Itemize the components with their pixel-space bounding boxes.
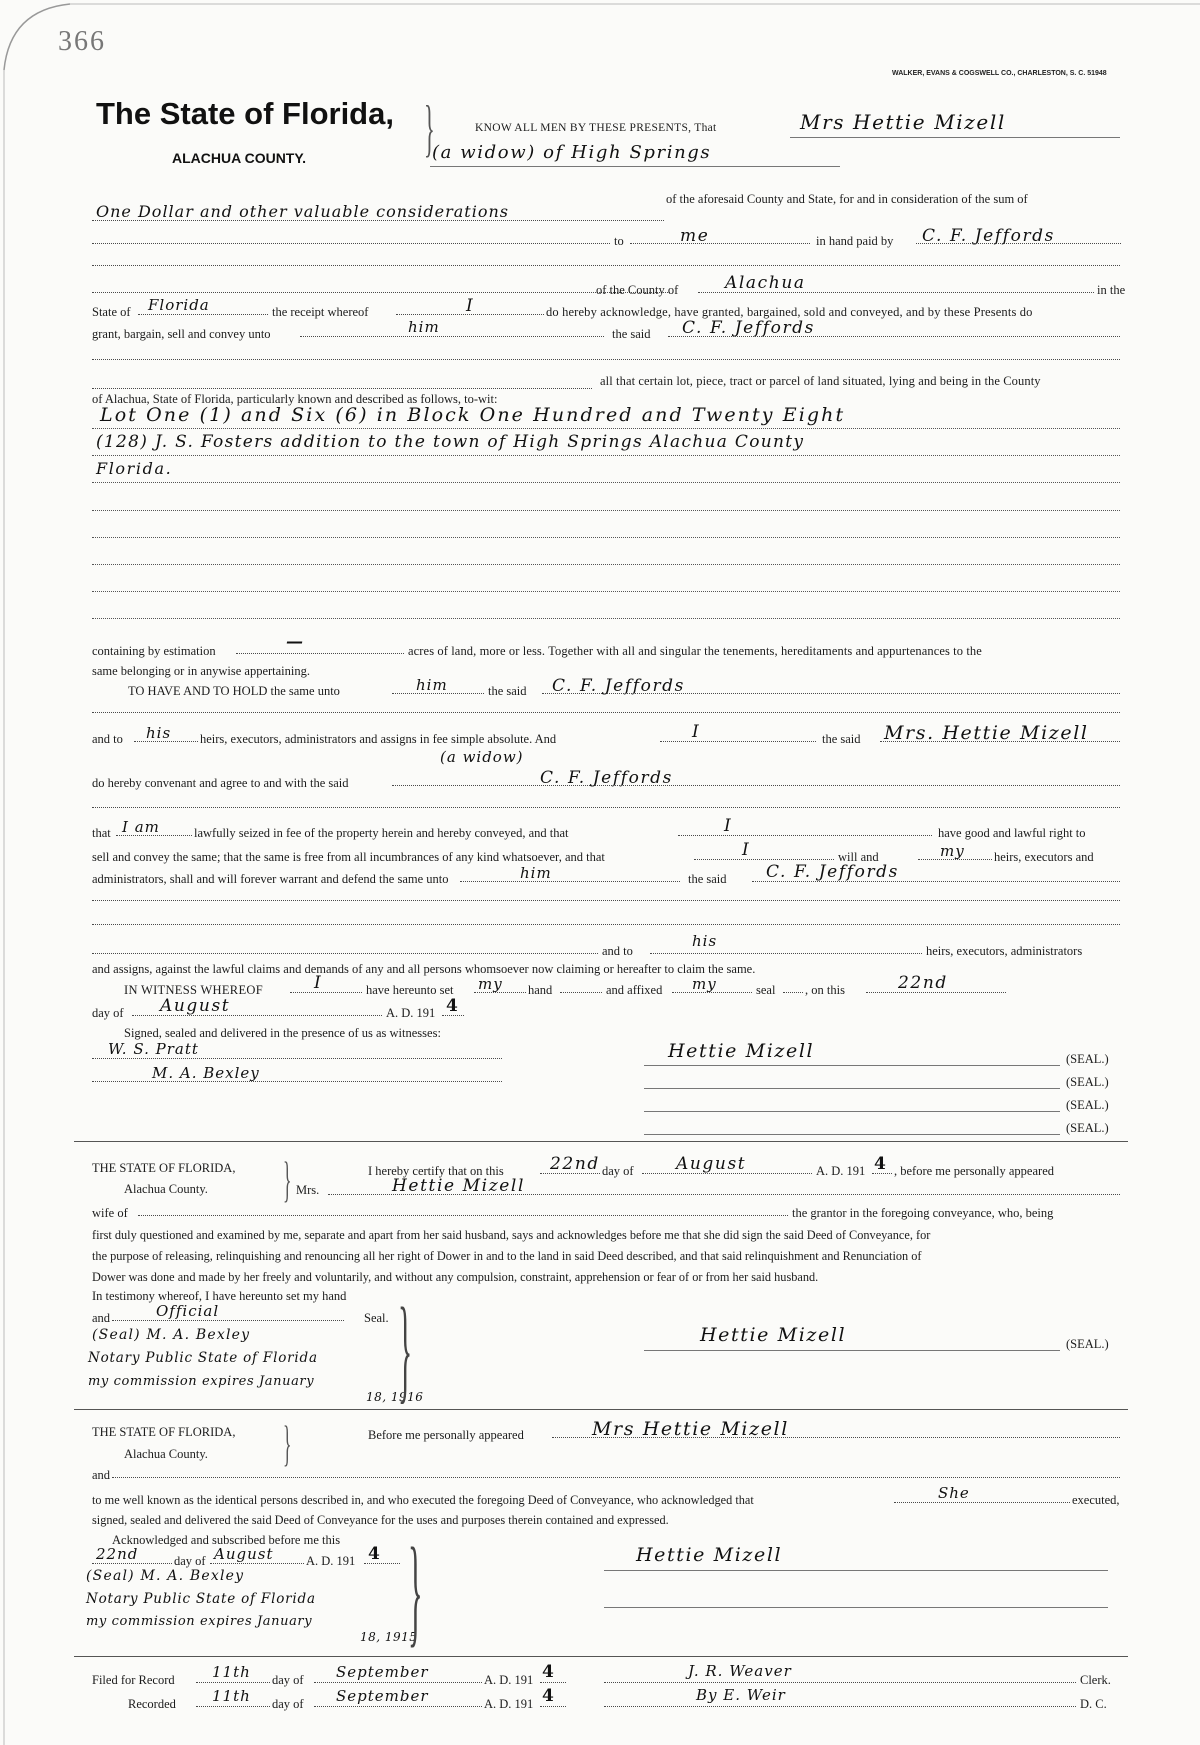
ack2-and: and [92, 1468, 111, 1482]
dotted-line [92, 924, 1120, 925]
dotted-line [474, 992, 526, 993]
sell-value: I [742, 840, 751, 860]
sell-text: sell and convey the same; that the same is free from all incumbrances of any kind whatsoever, and that [92, 850, 605, 864]
ack2-day: 22nd [96, 1545, 139, 1563]
dotted-line [880, 741, 1120, 742]
ack2-brace: } [283, 1415, 292, 1471]
ack1-ad: A. D. 191 [816, 1164, 866, 1178]
dotted-line [92, 359, 1120, 360]
admins-text: administrators, shall and will forever warrant and defend the same unto [92, 872, 449, 886]
recorded-month: September [336, 1687, 429, 1705]
ack1-month: August [676, 1154, 747, 1174]
seal-label: (SEAL.) [1066, 1075, 1109, 1089]
deputy-clerk-name: By E. Weir [696, 1686, 786, 1704]
ack1-mrs: Mrs. [296, 1183, 320, 1197]
dotted-line [210, 1563, 304, 1564]
in-the-text: in the [1097, 283, 1126, 297]
dotted-line [92, 292, 670, 293]
ack2-signature: Hettie Mizell [636, 1544, 783, 1566]
dotted-line [560, 992, 602, 993]
signature-line [644, 1088, 1060, 1089]
ack1-name: Hettie Mizell [392, 1176, 525, 1196]
section-divider [74, 1656, 1128, 1657]
receipt-value: I [466, 296, 475, 316]
page-number: 366 [58, 26, 106, 57]
ruled-line [92, 591, 1120, 592]
clerk-name: J. R. Weaver [688, 1662, 792, 1680]
signed-text: Signed, sealed and delivered in the presence of us as witnesses: [124, 1026, 441, 1040]
dotted-line [783, 992, 803, 993]
heirs3-text: heirs, executors, administrators [926, 944, 1083, 958]
filed-text: Filed for Record [92, 1673, 175, 1687]
dotted-line [752, 881, 1120, 882]
filed-year: 4 [542, 1662, 556, 1682]
dc-label: D. C. [1080, 1697, 1107, 1711]
seal-label: (SEAL.) [1066, 1121, 1109, 1135]
ruled-line [92, 510, 1120, 511]
containing-text: containing by estimation [92, 644, 216, 658]
signature-line [644, 1134, 1060, 1135]
ack1-notary-2: Notary Public State of Florida [88, 1350, 318, 1366]
paid-by-value: C. F. Jeffords [922, 226, 1055, 246]
ack1-seal-label: (SEAL.) [1066, 1337, 1109, 1351]
ack2-day-of: day of [174, 1554, 206, 1568]
heirs-text: heirs, executors, administrators and assigns in fee simple absolute. And [200, 732, 557, 746]
dotted-line [92, 953, 598, 954]
dotted-line [364, 1563, 400, 1564]
signature-line [644, 1065, 1060, 1066]
recorded-year: 4 [542, 1686, 556, 1706]
ack2-year: 4 [368, 1544, 382, 1564]
dotted-line [672, 992, 752, 993]
ack2-brace-right: } [408, 1523, 423, 1658]
dotted-line [92, 220, 664, 221]
dotted-line [392, 693, 484, 694]
witness-w1: I [314, 973, 323, 993]
dotted-line [92, 265, 1120, 266]
fill-line [790, 137, 1120, 138]
ack1-and: and [92, 1311, 111, 1325]
dotted-line [134, 741, 198, 742]
on-this-text: , on this [805, 983, 845, 997]
heirs2-text: heirs, executors and [994, 850, 1094, 864]
in-witness-text: IN WITNESS WHEREOF [124, 983, 263, 997]
dotted-line [694, 859, 834, 860]
dotted-line [92, 1563, 172, 1564]
seized-value: I [724, 816, 733, 836]
section-divider [74, 1409, 1128, 1410]
signature-line [644, 1111, 1060, 1112]
dotted-line [460, 881, 680, 882]
dotted-line [300, 336, 604, 337]
county-of-text: of the County of [596, 283, 679, 297]
dotted-line [918, 859, 992, 860]
grant-text: grant, bargain, sell and convey unto [92, 327, 271, 341]
the-said-text: the said [688, 872, 727, 886]
signature-line [604, 1607, 1108, 1608]
ack2-she: She [938, 1484, 970, 1502]
dotted-line [630, 243, 810, 244]
acres-value: — [286, 632, 305, 652]
ack1-day-of: day of [602, 1164, 634, 1178]
day-of-text: day of [92, 1006, 124, 1020]
header-brace: } [424, 92, 435, 163]
description-line-3: Florida. [96, 459, 173, 478]
and-to-text: and to [92, 732, 123, 746]
ack2-para-2: signed, sealed and delivered the said Deed of Conveyance for the uses and purposes therein contained and expressed. [92, 1513, 669, 1527]
witness-w3: my [692, 975, 717, 993]
signature-line [644, 1350, 1060, 1351]
dotted-line [552, 1437, 1120, 1438]
dotted-line [668, 336, 1120, 337]
dotted-line [236, 653, 404, 654]
description-line-2: (128) J. S. Fosters addition to the town of High Springs Alachua County [96, 432, 805, 452]
filed-day: 11th [212, 1663, 251, 1681]
ack2-state: THE STATE OF FLORIDA, [92, 1425, 236, 1439]
ack1-before: , before me personally appeared [894, 1164, 1054, 1178]
recorded-day: 11th [212, 1687, 251, 1705]
signature-line [604, 1570, 1108, 1571]
ack2-ad: A. D. 191 [306, 1554, 356, 1568]
fill-line [430, 166, 840, 167]
hand-text: hand [528, 983, 553, 997]
ack1-state: THE STATE OF FLORIDA, [92, 1161, 236, 1175]
witness-year: 4 [446, 996, 460, 1016]
witness-month: August [160, 996, 231, 1016]
ack2-month: August [214, 1545, 274, 1563]
dotted-line [92, 1081, 502, 1082]
dotted-line [116, 835, 192, 836]
ack2-before: Before me personally appeared [368, 1428, 524, 1442]
dotted-line [314, 1706, 482, 1707]
dotted-line [642, 1173, 812, 1174]
ack2-executed: executed, [1072, 1493, 1120, 1507]
his2-value: his [692, 932, 718, 950]
dotted-line [540, 1682, 566, 1683]
ack2-notary-1: (Seal) M. A. Bexley [86, 1568, 245, 1584]
dotted-line [392, 785, 1120, 786]
defend-value: C. F. Jeffords [766, 862, 899, 882]
dotted-line [650, 953, 922, 954]
filed-month: September [336, 1663, 429, 1681]
all-that-text: all that certain lot, piece, tract or parcel of land situated, lying and being in the County [600, 374, 1041, 388]
dotted-line [540, 1706, 566, 1707]
ack1-signature: Hettie Mizell [700, 1324, 847, 1346]
to-text: to [614, 234, 624, 248]
seized-text: lawfully seized in fee of the property herein and hereby conveyed, and that [194, 826, 569, 840]
ack1-day: 22nd [550, 1154, 600, 1174]
dotted-line [604, 1706, 1076, 1707]
ruled-line [92, 618, 1120, 619]
dotted-line [442, 1015, 464, 1016]
dotted-line [92, 243, 610, 244]
ack1-brace: } [283, 1151, 292, 1207]
my-value: my [940, 842, 965, 860]
and-value: I [692, 722, 701, 742]
state-value: Florida [148, 296, 210, 314]
ack1-official: Official [156, 1302, 220, 1320]
ack1-para-2: the purpose of releasing, relinquishing and renouncing all her right of Dower in and to the land in said Deed described, and that said relinquishment and Renunciation of [92, 1249, 922, 1263]
dotted-line [92, 712, 1120, 713]
grantor-residence: (a widow) of High Springs [432, 142, 712, 163]
ruled-line [92, 537, 1120, 538]
dotted-line [396, 314, 544, 315]
ack1-notary-4: 18, 1916 [366, 1390, 424, 1404]
to-have-text: TO HAVE AND TO HOLD the same unto [128, 684, 340, 698]
dotted-line [542, 693, 1120, 694]
ack1-wife-of: wife of [92, 1206, 128, 1220]
seal-on-text: seal [756, 983, 776, 997]
aforesaid-text: of the aforesaid County and State, for and in consideration of the sum of [666, 192, 1028, 206]
receipt-text: the receipt whereof [272, 305, 369, 319]
the-said-text: the said [822, 732, 861, 746]
his-value: his [146, 724, 172, 742]
ack1-testimony-brace: } [398, 1283, 413, 1414]
good-right-text: have good and lawful right to [938, 826, 1086, 840]
ack1-para-3: Dower was done and made by her freely and voluntarily, and without any compulsion, constraint, apprehension or fear of or from her said husband. [92, 1270, 819, 1284]
alachua-text: of Alachua, State of Florida, particularly known and described as follows, to-wit: [92, 392, 498, 406]
seal-label: (SEAL.) [1066, 1052, 1109, 1066]
ack2-name: Mrs Hettie Mizell [592, 1418, 789, 1440]
dotted-line [196, 1706, 270, 1707]
dotted-line [314, 1682, 482, 1683]
state-of-text: State of [92, 305, 131, 319]
grantee-value: C. F. Jeffords [552, 676, 685, 696]
witness-2: M. A. Bexley [152, 1064, 260, 1082]
grantee-value: C. F. Jeffords [682, 318, 815, 338]
section-divider [74, 1141, 1128, 1142]
that-value: I am [122, 818, 160, 836]
covenant-text: do hereby convenant and agree to and with the said [92, 776, 349, 790]
dotted-line [92, 388, 592, 389]
ack2-notary-2: Notary Public State of Florida [86, 1591, 316, 1607]
ad-text: A. D. 191 [386, 1006, 436, 1020]
ruled-line [92, 482, 1120, 483]
grant-value: him [408, 318, 440, 336]
dotted-line [196, 1682, 270, 1683]
paid-by-text: in hand paid by [816, 234, 894, 248]
ack2-notary-4: 18, 1915 [360, 1630, 418, 1644]
dotted-line [132, 1015, 382, 1016]
ruled-line [92, 428, 1120, 429]
dotted-line [290, 992, 362, 993]
county-value: Alachua [725, 273, 806, 293]
acres-text: acres of land, more or less. Together with all and singular the tenements, hereditaments and appurtenances to the [408, 644, 982, 658]
admins-value: him [520, 864, 552, 882]
acknowledge-text: do hereby acknowledge, have granted, bargained, sold and conveyed, and by these Presents do [546, 305, 1033, 319]
dotted-line [92, 1058, 502, 1059]
and-to2-text: and to [602, 944, 633, 958]
ack2-para-1: to me well known as the identical persons described in, and who executed the foregoing Deed of Conveyance, who acknowledged that [92, 1493, 754, 1507]
ack1-seal: Seal. [364, 1311, 389, 1325]
that-text: that [92, 826, 111, 840]
ack1-testimony: In testimony whereof, I have hereunto set my hand [92, 1289, 347, 1303]
dotted-line [138, 1215, 788, 1216]
ack1-certify: I hereby certify that on this [368, 1164, 504, 1178]
description-line-1: Lot One (1) and Six (6) in Block One Hundred and Twenty Eight [100, 404, 846, 426]
recorded-text: Recorded [128, 1697, 176, 1711]
ruled-line [92, 564, 1120, 565]
widow-note: (a widow) [440, 748, 524, 766]
recorded-day-of: day of [272, 1697, 304, 1711]
clerk-label: Clerk. [1080, 1673, 1111, 1687]
recorded-ad: A. D. 191 [484, 1697, 534, 1711]
grantor-value: Mrs. Hettie Mizell [884, 722, 1089, 744]
ack1-para-1: first duly questioned and examined by me, separate and apart from her said husband, says and acknowledges before me that she did sign the said Deed of Conveyance, for [92, 1228, 931, 1242]
filed-ad: A. D. 191 [484, 1673, 534, 1687]
dotted-line [112, 1320, 344, 1321]
printer-imprint: WALKER, EVANS & COGSWELL CO., CHARLESTON, S. C. 51948 [892, 70, 1107, 77]
witness-w2: my [478, 975, 503, 993]
ack2-notary-3: my commission expires January [86, 1614, 313, 1629]
consideration-amount: One Dollar and other valuable considerations [96, 202, 509, 221]
ack2-acknowledged: Acknowledged and subscribed before me this [112, 1533, 341, 1547]
dotted-line [328, 1194, 1120, 1195]
covenant-value: C. F. Jeffords [540, 768, 673, 788]
dotted-line [92, 900, 1120, 901]
filed-day-of: day of [272, 1673, 304, 1687]
affixed-text: and affixed [606, 983, 663, 997]
document-title: The State of Florida, [96, 96, 394, 131]
ack1-grantor: the grantor in the foregoing conveyance, who, being [792, 1206, 1054, 1220]
ack1-notary-1: (Seal) M. A. Bexley [92, 1327, 251, 1343]
dotted-line [894, 1502, 1070, 1503]
dotted-line [872, 1173, 892, 1174]
seal-label: (SEAL.) [1066, 1098, 1109, 1112]
the-said-text: the said [488, 684, 527, 698]
dotted-line [138, 314, 268, 315]
dotted-line [866, 992, 1006, 993]
the-said-text: the said [612, 327, 651, 341]
dotted-line [112, 1477, 1120, 1478]
assigns-text: and assigns, against the lawful claims and demands of any and all persons whomsoever now claiming or hereafter to claim the same. [92, 962, 756, 976]
witness-1: W. S. Pratt [108, 1040, 199, 1058]
dotted-line [698, 292, 1094, 293]
ack1-county: Alachua County. [124, 1182, 208, 1196]
county-heading: ALACHUA COUNTY. [172, 150, 307, 166]
ack2-county: Alachua County. [124, 1447, 208, 1461]
grantor-signature: Hettie Mizell [668, 1040, 815, 1062]
to-value: me [680, 226, 710, 246]
grantor-name: Mrs Hettie Mizell [800, 110, 1006, 134]
dotted-line [540, 1173, 600, 1174]
dotted-line [92, 807, 1120, 808]
witness-day: 22nd [898, 973, 948, 993]
know-all-text: KNOW ALL MEN BY THESE PRESENTS, That [475, 122, 717, 134]
belonging-text: same belonging or in anywise appertaining. [92, 664, 310, 678]
ruled-line [92, 455, 1120, 456]
dotted-line [604, 1682, 1076, 1683]
dotted-line [678, 835, 932, 836]
unto-value: him [416, 676, 448, 694]
will-and-text: will and [838, 850, 879, 864]
dotted-line [660, 741, 816, 742]
ack1-year: 4 [874, 1154, 888, 1174]
have-set-text: have hereunto set [366, 983, 454, 997]
dotted-line [916, 243, 1121, 244]
ack1-notary-3: my commission expires January [88, 1374, 315, 1389]
